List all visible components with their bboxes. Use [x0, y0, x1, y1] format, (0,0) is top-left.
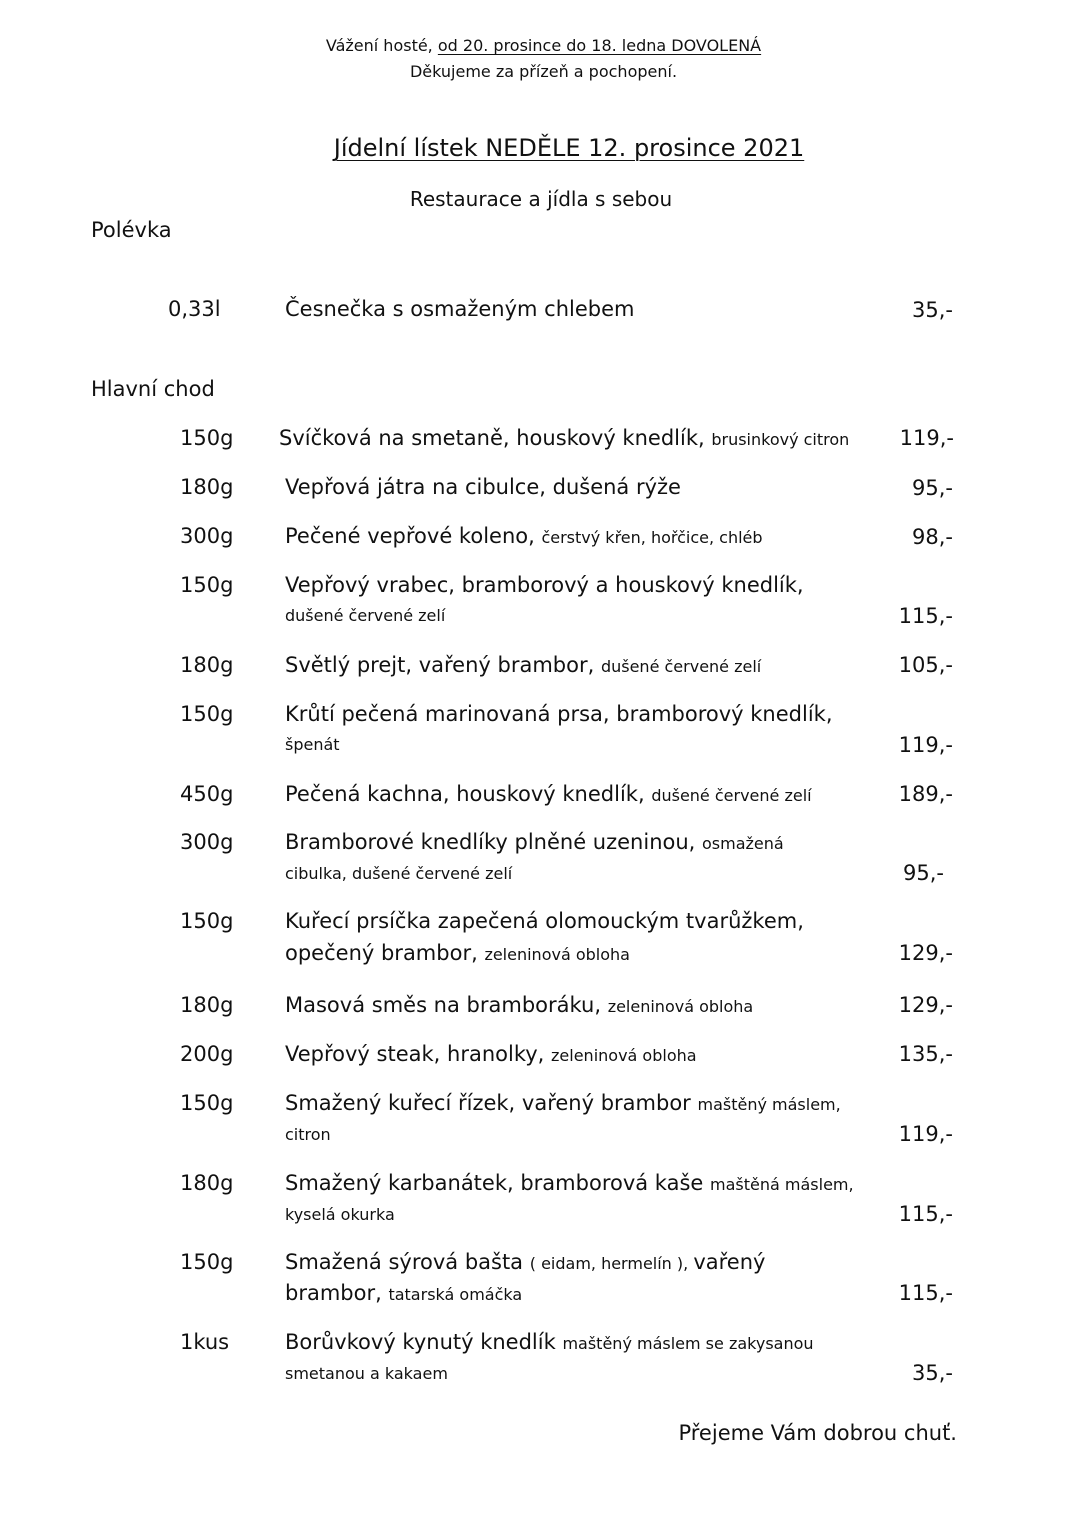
- item-price: 98,-: [912, 525, 953, 549]
- item-price: 105,-: [898, 653, 953, 677]
- item-price: 115,-: [898, 1202, 953, 1226]
- item-qty: 150g: [180, 909, 234, 933]
- item-name-line2: cibulka, dušené červené zelí: [285, 864, 513, 883]
- item-name: Světlý prejt, vařený brambor, dušené červené zelí: [285, 653, 762, 677]
- item-name: Smažený karbanátek, bramborová kaše maštěná máslem,: [285, 1171, 854, 1195]
- item-qty: 150g: [180, 426, 234, 450]
- item-name: Borůvkový kynutý knedlík maštěný máslem se zakysanou: [285, 1330, 814, 1354]
- item-name: Bramborové knedlíky plněné uzeninou, osmažená: [285, 830, 784, 854]
- item-qty: 150g: [180, 1250, 234, 1274]
- thanks-notice: Děkujeme za přízeň a pochopení.: [409, 62, 678, 81]
- item-name: Krůtí pečená marinovaná prsa, bramborový knedlík,: [285, 702, 833, 726]
- item-qty: 300g: [180, 524, 234, 548]
- section-heading-soup: Polévka: [91, 218, 172, 242]
- item-price: 129,-: [898, 941, 953, 965]
- item-name: Pečené vepřové koleno, čerstvý křen, hořčice, chléb: [285, 524, 763, 548]
- notice-dates: od 20. prosince do 18. ledna DOVOLENÁ: [437, 36, 762, 55]
- item-qty: 1kus: [180, 1330, 230, 1354]
- item-name-line2: dušené červené zelí: [285, 606, 446, 625]
- item-name: Vepřový vrabec, bramborový a houskový knedlík,: [285, 573, 804, 597]
- item-name-line2: opečený brambor, zeleninová obloha: [285, 941, 630, 965]
- item-qty: 150g: [180, 1091, 234, 1115]
- item-price: 35,-: [912, 1361, 953, 1385]
- item-name-line2: smetanou a kakaem: [285, 1364, 448, 1383]
- item-name-line2: kyselá okurka: [285, 1205, 395, 1224]
- item-name: Vepřový steak, hranolky, zeleninová obloha: [285, 1042, 697, 1066]
- item-price: 129,-: [898, 993, 953, 1017]
- item-name: Kuřecí prsíčka zapečená olomouckým tvarůžkem,: [285, 909, 804, 933]
- item-qty: 0,33l: [168, 297, 221, 321]
- section-heading-main: Hlavní chod: [91, 377, 215, 401]
- item-price: 115,-: [898, 604, 953, 628]
- item-qty: 150g: [180, 702, 234, 726]
- vacation-notice: [0, 34, 1087, 58]
- item-price: 95,-: [912, 476, 953, 500]
- item-qty: 150g: [180, 573, 234, 597]
- item-qty: 180g: [180, 993, 234, 1017]
- item-price: 119,-: [898, 1122, 953, 1146]
- item-name: Smažená sýrová bašta ( eidam, hermelín ), vařený: [285, 1250, 766, 1274]
- closing-wish: Přejeme Vám dobrou chuť.: [678, 1421, 957, 1445]
- item-qty: 180g: [180, 653, 234, 677]
- item-price: 119,-: [899, 426, 954, 450]
- item-name: Masová směs na bramboráku, zeleninová obloha: [285, 993, 754, 1017]
- item-qty: 300g: [180, 830, 234, 854]
- item-price: 35,-: [912, 298, 953, 322]
- item-qty: 180g: [180, 1171, 234, 1195]
- item-name: Vepřová játra na cibulce, dušená rýže: [285, 475, 681, 499]
- menu-title: Jídelní lístek NEDĚLE 12. prosince 2021: [333, 134, 805, 162]
- item-price: 95,-: [903, 861, 944, 885]
- item-name-line2: špenát: [285, 735, 340, 754]
- item-name-line2: brambor, tatarská omáčka: [285, 1281, 523, 1305]
- item-price: 115,-: [898, 1281, 953, 1305]
- item-name: Svíčková na smetaně, houskový knedlík, brusinkový citron: [279, 426, 850, 450]
- item-price: 119,-: [898, 733, 953, 757]
- item-name: Pečená kachna, houskový knedlík, dušené červené zelí: [285, 782, 812, 806]
- item-price: 189,-: [898, 782, 953, 806]
- item-qty: 180g: [180, 475, 234, 499]
- menu-subtitle: Restaurace a jídla s sebou: [409, 187, 673, 211]
- item-name: Smažený kuřecí řízek, vařený brambor maštěný máslem,: [285, 1091, 841, 1115]
- item-name-line2: citron: [285, 1125, 331, 1144]
- item-qty: 200g: [180, 1042, 234, 1066]
- item-price: 135,-: [898, 1042, 953, 1066]
- item-qty: 450g: [180, 782, 234, 806]
- item-name: Česnečka s osmaženým chlebem: [285, 297, 635, 321]
- notice-greeting: Vážení hosté,: [325, 36, 438, 55]
